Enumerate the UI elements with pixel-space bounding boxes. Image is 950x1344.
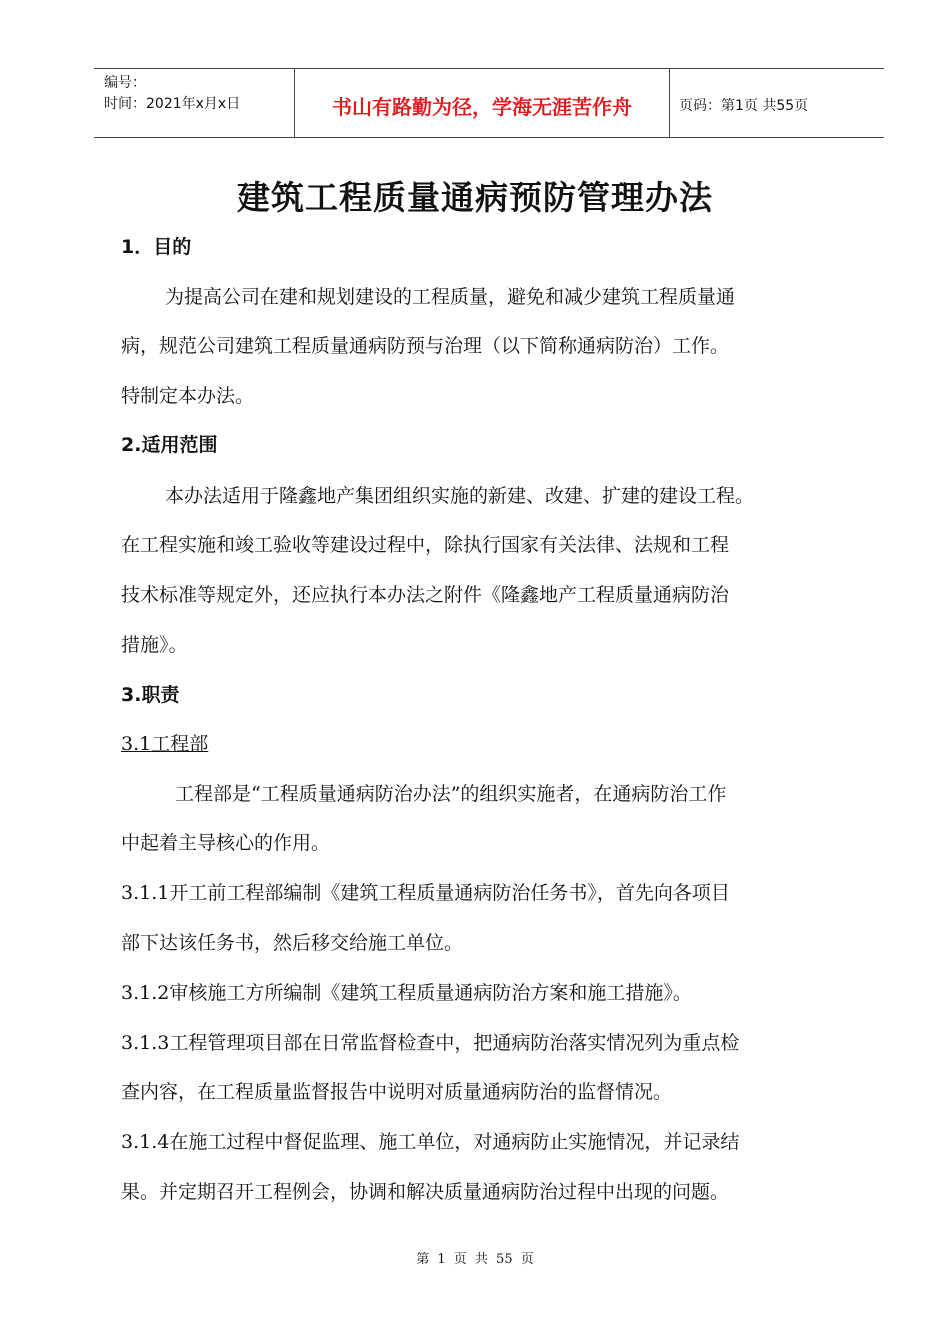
clause-line: 3.1.4在施工过程中督促监理、施工单位，对通病防止实施情况，并记录结 (121, 1131, 740, 1153)
section-heading-duties: 3.职责 (121, 684, 180, 706)
document-title: 建筑工程质量通病预防管理办法 (237, 178, 713, 217)
paragraph-line: 特制定本办法。 (121, 385, 255, 407)
section-heading-scope: 2.适用范围 (121, 434, 218, 456)
document-time-label: 时间：2021年x月x日 (104, 96, 241, 112)
paragraph-line: 工程部是“工程质量通病防治办法”的组织实施者，在通病防治工作 (175, 783, 727, 805)
paragraph-line: 果。并定期召开工程例会，协调和解决质量通病防治过程中出现的问题。 (121, 1181, 730, 1203)
clause-line: 3.1.2审核施工方所编制《建筑工程质量通病防治方案和施工措施》。 (121, 982, 692, 1004)
paragraph-line: 部下达该任务书，然后移交给施工单位。 (121, 932, 464, 954)
paragraph-line: 为提高公司在建和规划建设的工程质量，避免和减少建筑工程质量通 (165, 286, 736, 308)
header-motto: 书山有路勤为径，学海无涯苦作舟 (332, 95, 632, 119)
document-header (94, 68, 884, 138)
paragraph-line: 查内容，在工程质量监督报告中说明对质量通病防治的监督情况。 (121, 1081, 673, 1103)
document-code-label: 编号： (104, 75, 146, 91)
clause-line: 3.1.1开工前工程部编制《建筑工程质量通病防治任务书》，首先向各项目 (121, 882, 730, 904)
paragraph-line: 在工程实施和竣工验收等建设过程中，除执行国家有关法律、法规和工程 (121, 534, 730, 556)
subsection-heading-engineering: 3.1工程部 (121, 733, 209, 755)
header-page-cell (669, 69, 884, 137)
paragraph-line: 措施》。 (121, 634, 188, 656)
paragraph-line: 本办法适用于隆鑫地产集团组织实施的新建、改建、扩建的建设工程。 (165, 485, 755, 507)
paragraph-line: 病，规范公司建筑工程质量通病防预与治理（以下简称通病防治）工作。 (121, 335, 730, 357)
paragraph-line: 中起着主导核心的作用。 (121, 832, 331, 854)
header-meta-cell (94, 69, 294, 137)
paragraph-line: 技术标准等规定外，还应执行本办法之附件《隆鑫地产工程质量通病防治 (121, 584, 730, 606)
header-page-number: 页码：第1页 共55页 (679, 98, 809, 114)
page-footer: 第 1 页 共 55 页 (416, 1252, 534, 1267)
section-heading-purpose: 1．目的 (121, 236, 192, 258)
header-motto-cell (294, 69, 670, 137)
clause-line: 3.1.3工程管理项目部在日常监督检查中，把通病防治落实情况列为重点检 (121, 1032, 740, 1054)
